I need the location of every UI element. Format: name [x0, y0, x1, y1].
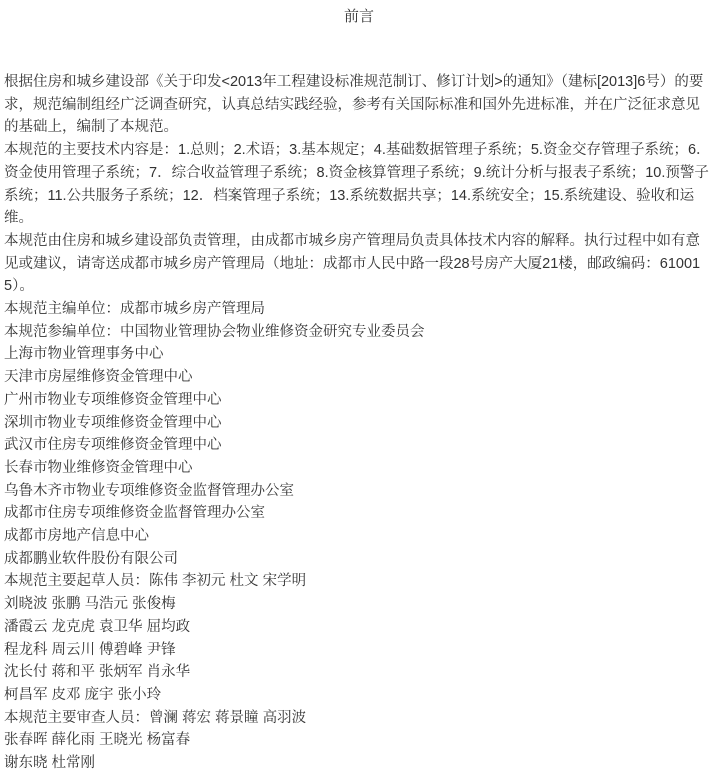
- line-chief-editing-org: 本规范主编单位：成都市城乡房产管理局: [4, 301, 265, 318]
- org-guangzhou: 广州市物业专项维修资金管理中心: [4, 391, 222, 408]
- org-urumqi: 乌鲁木齐市物业专项维修资金监督管理办公室: [4, 482, 294, 499]
- drafters-line-2: 刘晓波 张鹏 马浩元 张俊梅: [4, 596, 176, 613]
- page-title: 前言: [343, 8, 374, 25]
- drafters-line-3: 潘霞云 龙克虎 袁卫华 屈均政: [4, 618, 191, 635]
- org-chengdu-pengye-software: 成都鹏业软件股份有限公司: [4, 550, 178, 567]
- drafters-line-6: 柯昌军 皮邓 庞宇 张小玲: [4, 686, 162, 703]
- paragraph-administration-contact: 本规范由住房和城乡建设部负责管理，由成都市城乡房产管理局负责具体技术内容的解释。执行过程中如有意见或建议，请寄送成都市城乡房产管理局（地址：成都市人民中路一段28号房产大厦21楼，邮政编码：610015）。: [4, 232, 701, 295]
- drafters-line-5: 沈长付 蒋和平 张炳军 肖永华: [4, 664, 191, 681]
- reviewers-line-2: 张春晖 薛化雨 王晓光 杨富春: [4, 732, 191, 749]
- drafters-line-4: 程龙科 周云川 傅碧峰 尹锋: [4, 641, 176, 658]
- org-chengdu-housing-office: 成都市住房专项维修资金监督管理办公室: [4, 505, 265, 522]
- org-tianjin: 天津市房屋维修资金管理中心: [4, 369, 193, 386]
- org-wuhan: 武汉市住房专项维修资金管理中心: [4, 437, 222, 454]
- org-shenzhen: 深圳市物业专项维修资金管理中心: [4, 414, 222, 431]
- document-body: [4, 71, 714, 775]
- org-chengdu-realestate-info-center: 成都市房地产信息中心: [4, 528, 149, 545]
- reviewers-line-3: 谢东晓 杜常刚: [4, 755, 96, 772]
- drafters-line-1: 本规范主要起草人员：陈伟 李初元 杜文 宋学明: [4, 573, 307, 590]
- reviewers-line-1: 本规范主要审查人员：曾澜 蒋宏 蒋景瞳 高羽波: [4, 709, 307, 726]
- org-shanghai: 上海市物业管理事务中心: [4, 346, 164, 363]
- line-co-editing-org: 本规范参编单位：中国物业管理协会物业维修资金研究专业委员会: [4, 323, 425, 340]
- org-changchun: 长春市物业维修资金管理中心: [4, 459, 193, 476]
- paragraph-technical-contents: 本规范的主要技术内容是：1.总则；2.术语；3.基本规定；4.基础数据管理子系统；5.资金交存管理子系统；6．资金使用管理子系统；7．综合收益管理子系统；8.资金核算管理子系统；9.统计分析与报表子系统；10.预警子系统；11.公共服务子系统；12．档案管理子系统；13.系统数据共享；14.系统安全；15.系统建设、验收和运维。: [4, 142, 711, 227]
- paragraph-basis: 根据住房和城乡建设部《关于印发<2013年工程建设标准规范制订、修订计划>的通知》（建标[2013]6号）的要求，规范编制组经广泛调查研究，认真总结实践经验，参考有关国际标准和国外先进标准，并在广泛征求意见的基础上，编制了本规范。: [4, 74, 704, 136]
